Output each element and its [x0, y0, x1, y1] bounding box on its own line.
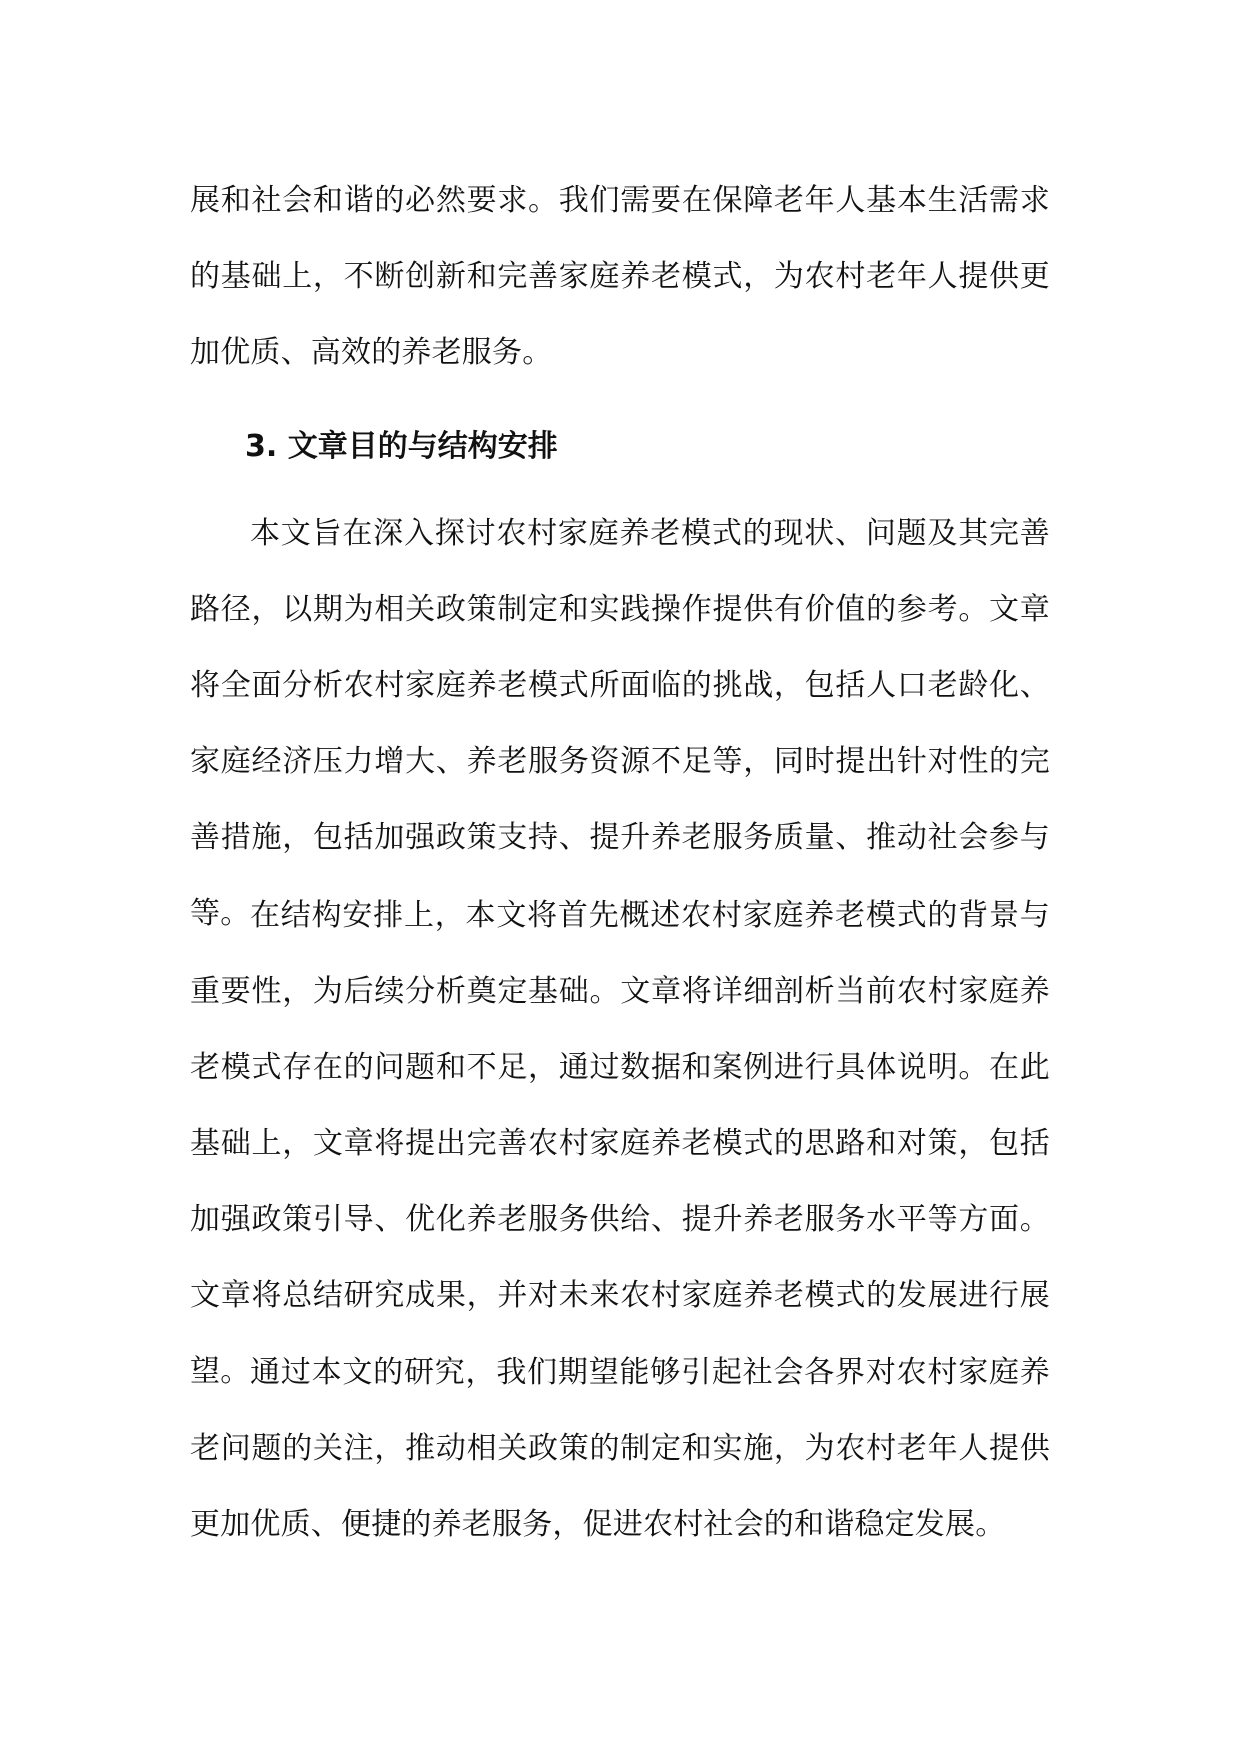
paragraph-continuation: 展和社会和谐的必然要求。我们需要在保障老年人基本生活需求的基础上，不断创新和完善家庭养老模式，为农村老年人提供更加优质、高效的养老服务。: [190, 183, 1050, 370]
paragraph-purpose: 本文旨在深入探讨农村家庭养老模式的现状、问题及其完善路径，以期为相关政策制定和实践操作提供有价值的参考。文章将全面分析农村家庭养老模式所面临的挑战，包括人口老龄化、家庭经济压力增大、养老服务资源不足等，同时提出针对性的完善措施，包括加强政策支持、提升养老服务质量、推动社会参与等。: [190, 516, 1050, 931]
section-heading: 3. 文章目的与结构安排: [245, 428, 558, 464]
paragraph-expectation: 通过本文的研究，我们期望能够引起社会各界对农村家庭养老问题的关注，推动相关政策的制定和实施，为农村老年人提供更加优质、便捷的养老服务，促进农村社会的和谐稳定发展。: [190, 1355, 1050, 1542]
paragraph-structure: 在结构安排上，本文将首先概述农村家庭养老模式的背景与重要性，为后续分析奠定基础。文章将详细剖析当前农村家庭养老模式存在的问题和不足，通过数据和案例进行具体说明。在此基础上，文章将提出完善农村家庭养老模式的思路和对策，包括加强政策引导、优化养老服务供给、提升养老服务水平等方面。文章将总结研究成果，并对未来农村家庭养老模式的发展进行展望。: [190, 898, 1050, 1389]
